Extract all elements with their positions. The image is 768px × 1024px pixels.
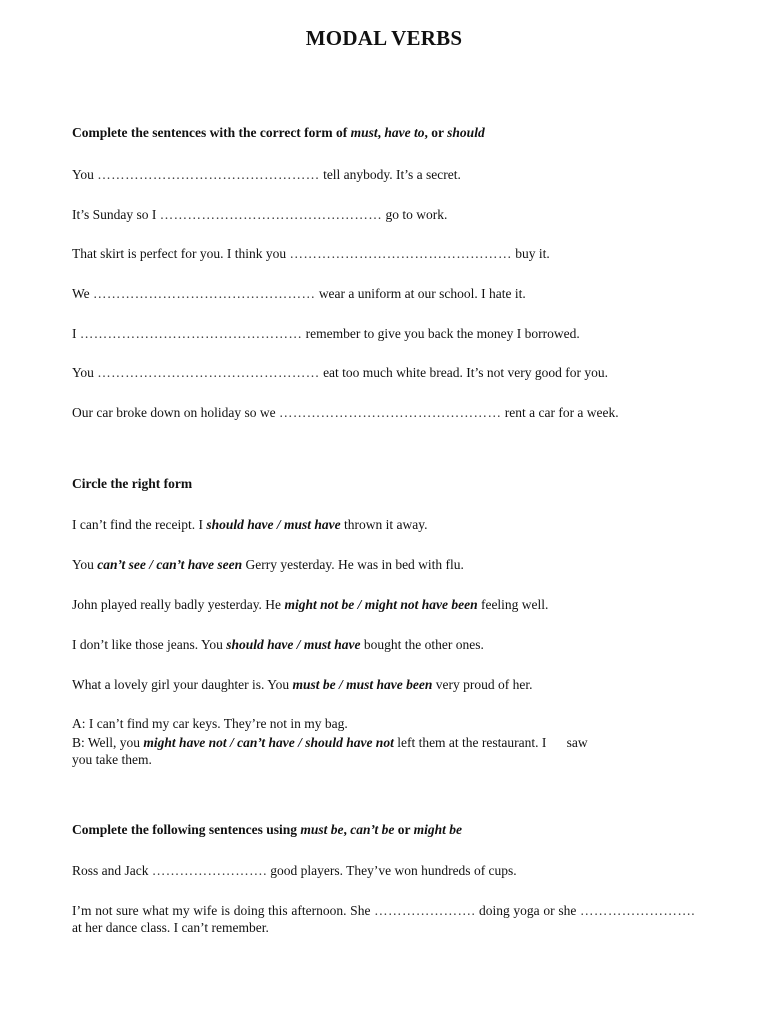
sentence-start: That skirt is perfect for you. I think you <box>72 246 290 261</box>
sentence-end: rent a car for a week. <box>501 405 619 420</box>
sentence-start: What a lovely girl your daughter is. You <box>72 677 293 692</box>
keyword-might-be: might be <box>413 822 463 837</box>
sentence-start: I can’t find the receipt. I <box>72 517 207 532</box>
sentence-start: You <box>72 365 98 380</box>
sentence-start: John played really badly yesterday. He <box>72 597 285 612</box>
answer-blank[interactable]: ……………………. <box>580 903 696 918</box>
sentence-end: very proud of her. <box>432 677 533 692</box>
exercise2-sentence <box>72 556 464 573</box>
answer-blank[interactable]: ………………………………………… <box>97 365 320 380</box>
sentence-end: bought the other ones. <box>360 637 484 652</box>
exercise1-sentence <box>72 364 608 381</box>
sentence-start: We <box>72 286 94 301</box>
page-title: MODAL VERBS <box>305 26 463 50</box>
answer-blank[interactable]: ………………………………………… <box>159 207 383 222</box>
answer-blank[interactable]: …………………. <box>374 903 476 918</box>
exercise1-sentence <box>72 404 619 421</box>
dialogue-line-b-continued: you take them. <box>72 752 152 767</box>
section3-heading <box>72 822 462 838</box>
keyword-should: should <box>447 125 485 140</box>
choice-options[interactable]: should have / must have <box>206 517 341 532</box>
answer-blank[interactable]: ………………………………………… <box>93 286 316 301</box>
exercise2-sentence <box>72 636 484 653</box>
sentence-end: thrown it away. <box>340 517 428 532</box>
section1-heading <box>72 125 485 141</box>
sentence-start: Ross and Jack <box>72 863 152 878</box>
heading-text: Complete the following sentences using <box>72 822 301 837</box>
sentence-start: I <box>72 326 80 341</box>
dialogue-line-b <box>72 734 588 751</box>
sentence-end: feeling well. <box>477 597 549 612</box>
heading-sep: or <box>394 822 414 837</box>
sentence-start: You <box>72 167 98 182</box>
sentence-start: I’m not sure what my wife is doing this afternoon. She <box>72 903 375 918</box>
exercise3-sentence <box>72 862 517 879</box>
sentence-start: You <box>72 557 98 572</box>
sentence-start: I don’t like those jeans. You <box>72 637 227 652</box>
sentence-middle: doing yoga or she <box>475 903 581 918</box>
sentence-start: B: Well, you <box>72 735 144 750</box>
choice-options[interactable]: can’t see / can’t have seen <box>97 557 243 572</box>
heading-sep: , or <box>424 125 448 140</box>
exercise2-sentence <box>72 596 548 613</box>
exercise1-sentence <box>72 285 526 302</box>
answer-blank[interactable]: ………………………………………… <box>79 326 303 341</box>
sentence-start: Our car broke down on holiday so we <box>72 405 279 420</box>
sentence-end: remember to give you back the money I borrowed. <box>302 326 580 341</box>
exercise1-sentence <box>72 325 580 342</box>
exercise1-sentence <box>72 166 461 183</box>
answer-blank[interactable]: ……………………. <box>151 863 267 878</box>
choice-options[interactable]: must be / must have been <box>292 677 433 692</box>
exercise2-sentence <box>72 676 532 693</box>
sentence-end: Gerry yesterday. He was in bed with flu. <box>242 557 464 572</box>
heading-sep: , <box>343 822 351 837</box>
sentence-end: tell anybody. It’s a secret. <box>319 167 461 182</box>
answer-blank[interactable]: ………………………………………… <box>289 246 512 261</box>
sentence-end: good players. They’ve won hundreds of cups. <box>266 863 517 878</box>
sentence-end: left them at the restaurant. I saw <box>393 735 588 750</box>
sentence-end: at her dance class. I can’t remember. <box>72 920 269 935</box>
dialogue-line-a: A: I can’t find my car keys. They’re not in my bag. <box>72 716 348 731</box>
choice-options[interactable]: might not be / might not have been <box>284 597 478 612</box>
sentence-start: It’s Sunday so I <box>72 207 160 222</box>
exercise1-sentence <box>72 206 447 223</box>
heading-text: Complete the sentences with the correct form of <box>72 125 351 140</box>
exercise3-sentence <box>72 902 695 936</box>
heading-sep: , <box>377 125 385 140</box>
keyword-must-be: must be <box>300 822 344 837</box>
keyword-have-to: have to <box>384 125 425 140</box>
keyword-must: must <box>350 125 378 140</box>
keyword-cant-be: can’t be <box>350 822 395 837</box>
choice-options[interactable]: should have / must have <box>226 637 361 652</box>
sentence-end: eat too much white bread. It’s not very good for you. <box>319 365 608 380</box>
answer-blank[interactable]: ………………………………………… <box>278 405 502 420</box>
choice-options[interactable]: might have not / can’t have / should have not <box>143 735 394 750</box>
answer-blank[interactable]: ………………………………………… <box>97 167 320 182</box>
sentence-end: buy it. <box>511 246 550 261</box>
exercise2-sentence <box>72 516 427 533</box>
exercise1-sentence <box>72 245 550 262</box>
section2-heading: Circle the right form <box>72 476 193 491</box>
sentence-end: go to work. <box>382 207 448 222</box>
sentence-end: wear a uniform at our school. I hate it. <box>315 286 526 301</box>
